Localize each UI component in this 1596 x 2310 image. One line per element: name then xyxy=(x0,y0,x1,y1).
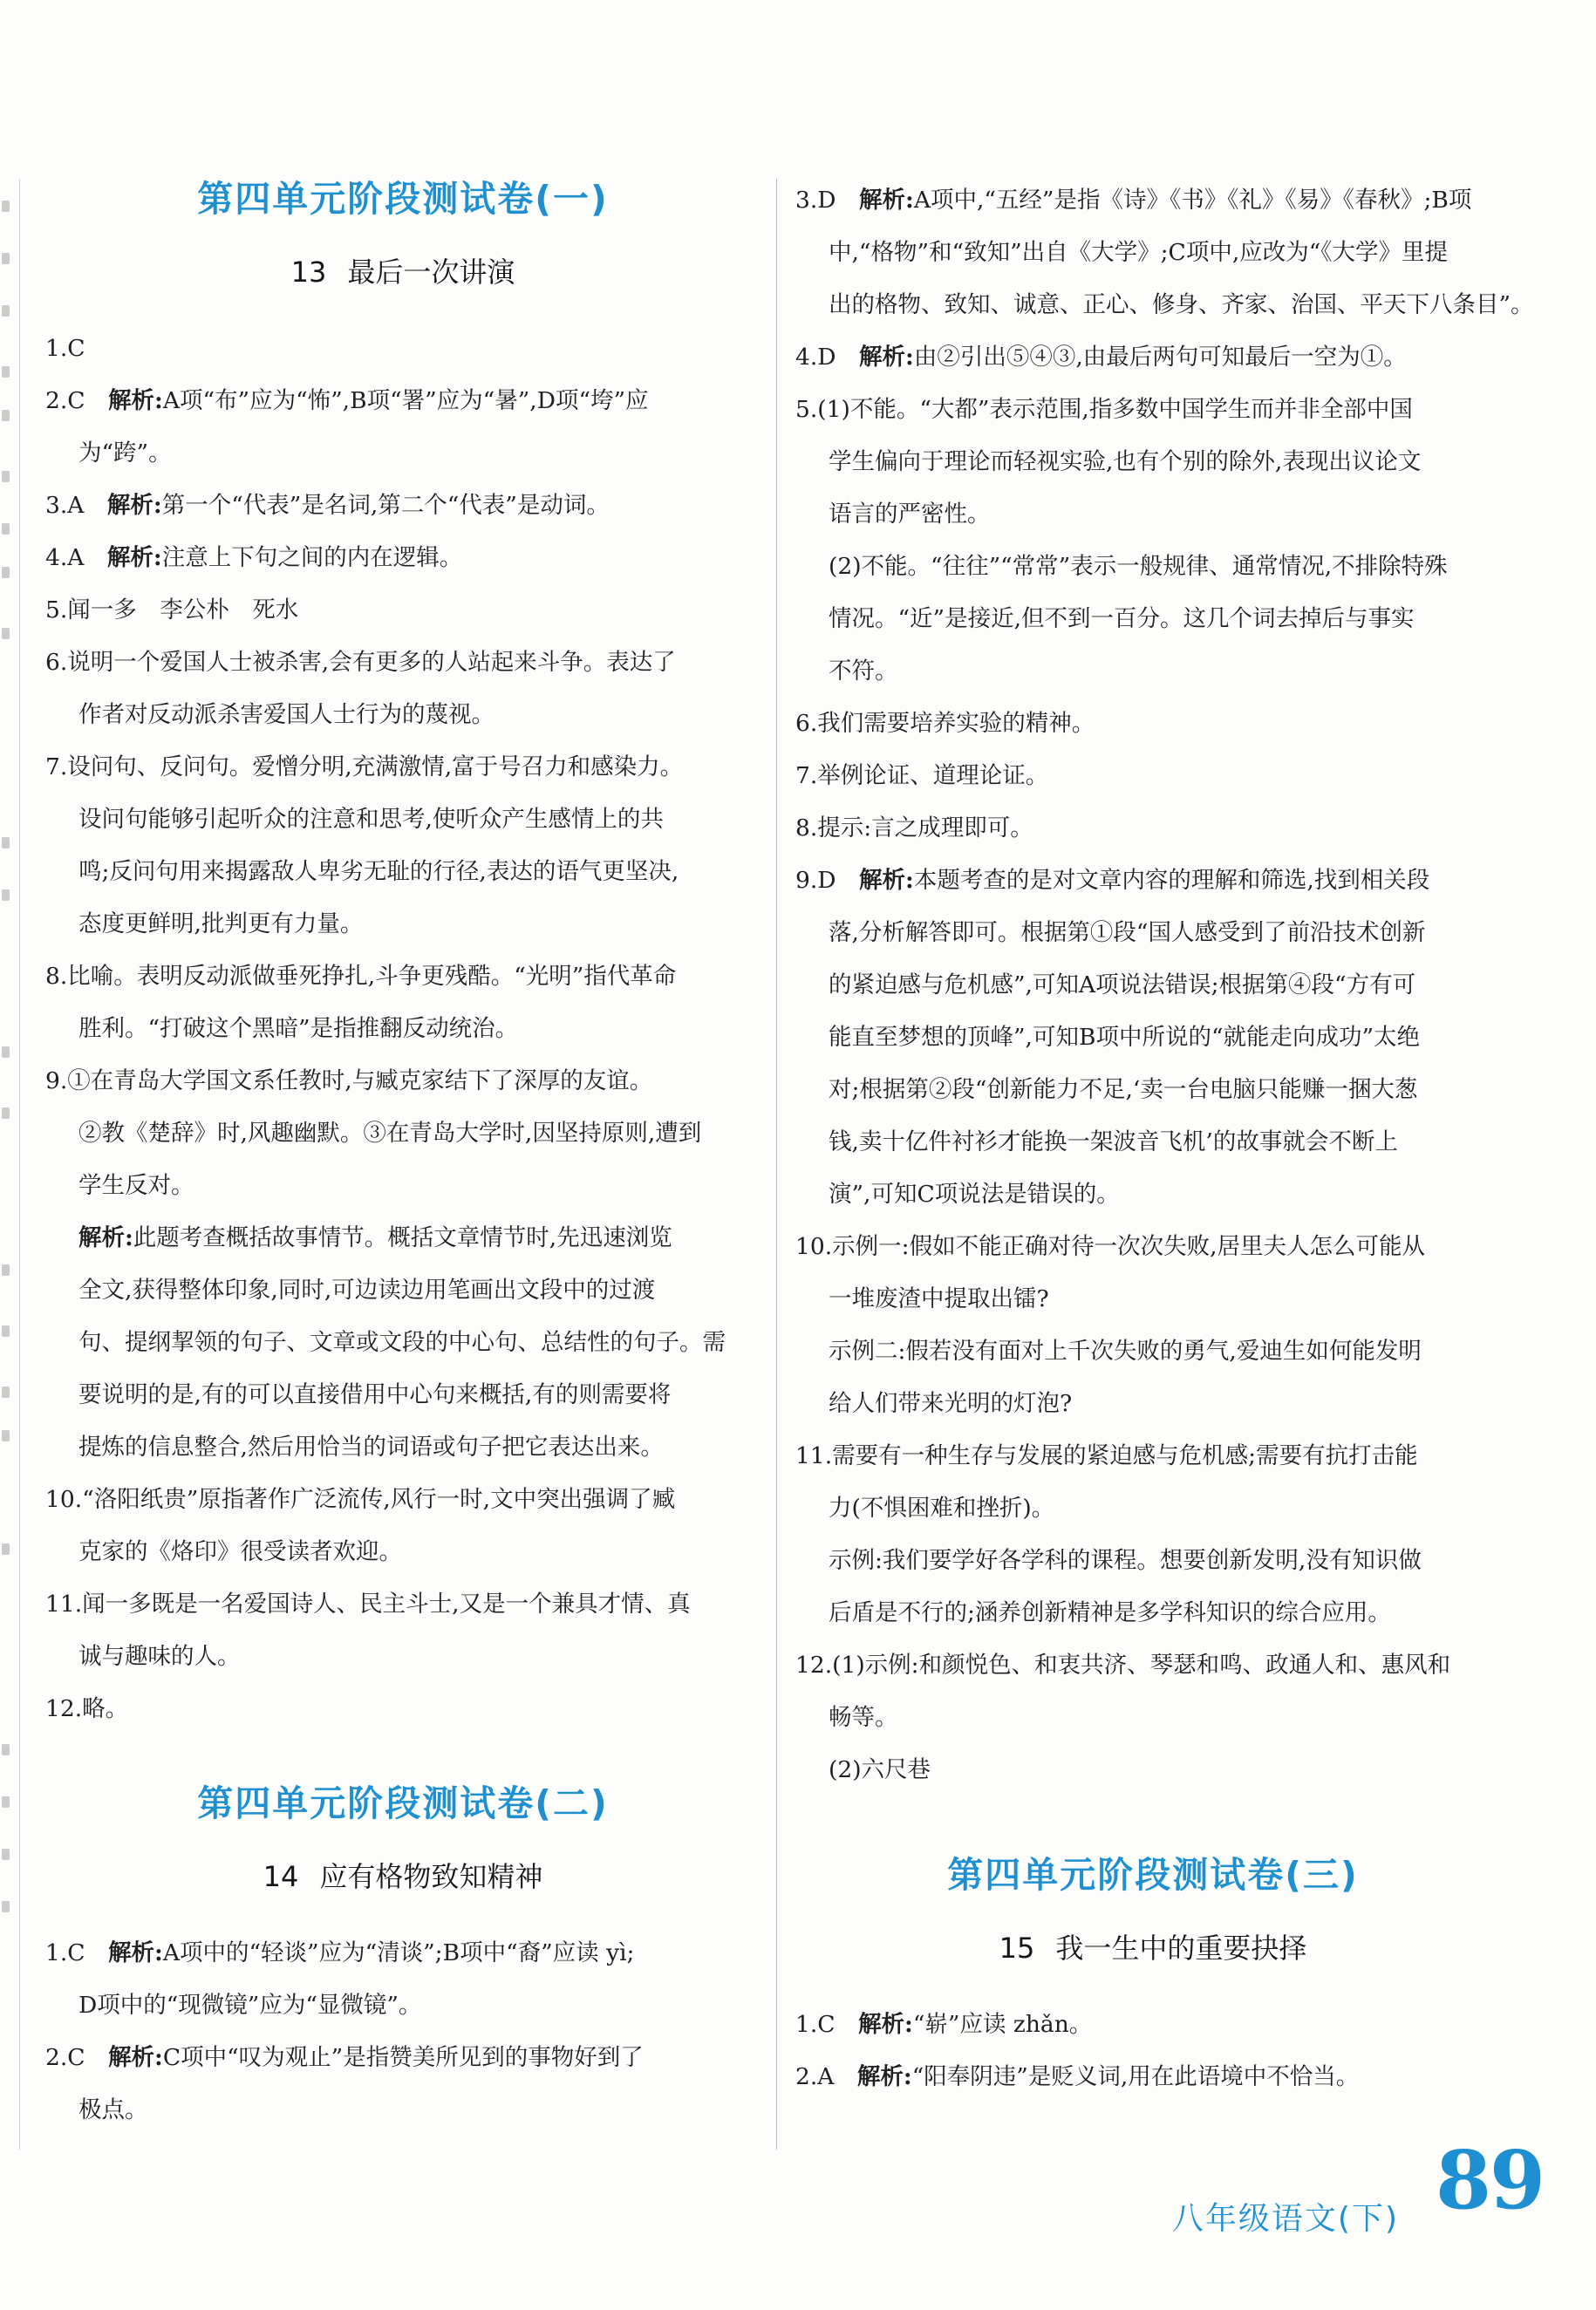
answer-9-analysis-cont: 句、提纲挈领的句子、文章或文段的中心句、总结性的句子。需 xyxy=(78,1329,726,1356)
answer-5: 5.(1)不能。“大都”表示范围,指多数中国学生而并非全部中国 xyxy=(795,396,1413,423)
answer-8-cont: 胜利。“打破这个黑暗”是指推翻反动统治。 xyxy=(78,1015,519,1042)
analysis-label: 解析: xyxy=(858,2011,913,2038)
lesson-name: 应有格物致知精神 xyxy=(319,1860,543,1893)
answer-10-example2: 示例二:假若没有面对上千次失败的勇气,爱迪生如何能发明 xyxy=(829,1338,1422,1365)
answer-4: 4.D 解析:由②引出⑤④③,由最后两句可知最后一空为①。 xyxy=(795,344,1407,371)
answer-12-part2: (2)六尺巷 xyxy=(829,1756,931,1783)
answer-7-cont: 态度更鲜明,批判更有力量。 xyxy=(78,910,364,937)
page-number: 89 xyxy=(1435,2133,1544,2227)
answer-11-example: 示例:我们要学好各学科的课程。想要创新发明,没有知识做 xyxy=(829,1547,1422,1574)
answer-7: 7.设问句、反问句。爱憎分明,充满激情,富于号召力和感染力。 xyxy=(45,753,684,780)
answer-9: 9.D 解析:本题考查的是对文章内容的理解和筛选,找到相关段 xyxy=(795,867,1430,894)
answer-10: 10.示例一:假如不能正确对待一次次失败,居里夫人怎么可能从 xyxy=(795,1233,1425,1260)
binding-marks xyxy=(0,192,12,1936)
answer-9-cont: ②教《楚辞》时,风趣幽默。③在青岛大学时,因坚持原则,遭到 xyxy=(78,1120,702,1147)
answer-6: 6.我们需要培养实验的精神。 xyxy=(795,710,1095,737)
answer-5-cont: 学生偏向于理论而轻视实验,也有个别的除外,表现出议论文 xyxy=(829,448,1422,475)
answer-9-cont: 的紧迫感与危机感”,可知A项说法错误;根据第④段“方有可 xyxy=(829,971,1416,998)
answer-3: 3.A 解析:第一个“代表”是名词,第二个“代表”是动词。 xyxy=(45,492,610,519)
answer-9-cont: 演”,可知C项说法是错误的。 xyxy=(829,1181,1120,1208)
analysis-label: 解析: xyxy=(108,1939,163,1966)
answer-8: 8.比喻。表明反动派做垂死挣扎,斗争更残酷。“光明”指代革命 xyxy=(45,963,677,990)
answer-5-cont: 情况。“近”是接近,但不到一百分。这几个词去掉后与事实 xyxy=(829,605,1415,632)
answer-7-cont: 设问句能够引起听众的注意和思考,使听众产生感情上的共 xyxy=(78,806,664,833)
analysis-label: 解析: xyxy=(78,1224,133,1251)
answer-3-cont: 出的格物、致知、诚意、正心、修身、齐家、治国、平天下八条目”。 xyxy=(829,291,1534,318)
answer-5-part2: (2)不能。“往往”“常常”表示一般规律、通常情况,不排除特殊 xyxy=(829,553,1448,580)
answer-2: 2.C 解析:C项中“叹为观止”是指赞美所见到的事物好到了 xyxy=(45,2044,644,2071)
unit-title-1: 第四单元阶段测试卷(一) xyxy=(197,178,609,220)
answer-2-cont: 极点。 xyxy=(78,2096,148,2123)
lesson-number: 14 xyxy=(263,1860,299,1893)
answer-9-analysis-cont: 全文,获得整体印象,同时,可边读边用笔画出文段中的过渡 xyxy=(78,1277,656,1304)
answer-1: 1.C xyxy=(45,335,85,362)
answer-6: 6.说明一个爱国人士被杀害,会有更多的人站起来斗争。表达了 xyxy=(45,649,676,676)
answer-list-lesson-15 xyxy=(795,1999,1511,2103)
answer-6-cont: 作者对反动派杀害爱国人士行为的蔑视。 xyxy=(78,701,494,728)
answer-9-cont: 能直至梦想的顶峰”,可知B项中所说的“就能走向成功”太绝 xyxy=(829,1024,1421,1051)
left-rule xyxy=(19,179,20,2150)
answer-5-cont: 不符。 xyxy=(829,658,898,685)
lesson-number: 13 xyxy=(290,256,327,289)
lesson-name: 我一生中的重要抉择 xyxy=(1055,1932,1307,1965)
right-column xyxy=(795,174,1534,2103)
answer-11-cont: 力(不惧困难和挫折)。 xyxy=(829,1495,1055,1522)
answer-1: 1.C 解析:“崭”应读 zhǎn。 xyxy=(795,2011,1093,2038)
lesson-14-title xyxy=(45,1859,760,1894)
answer-12: 12.(1)示例:和颜悦色、和衷共济、琴瑟和鸣、政通人和、惠风和 xyxy=(795,1652,1451,1679)
answer-2-cont: 为“跨”。 xyxy=(78,440,172,467)
answer-9-cont: 学生反对。 xyxy=(78,1172,194,1199)
answer-list-lesson-14-cont xyxy=(795,174,1534,1796)
answer-2: 2.A 解析:“阳奉阴违”是贬义词,用在此语境中不恰当。 xyxy=(795,2063,1360,2090)
answer-9-analysis: 解析:此题考查概括故事情节。概括文章情节时,先迅速浏览 xyxy=(78,1224,672,1251)
lesson-13-title xyxy=(45,255,760,290)
answer-8: 8.提示:言之成理即可。 xyxy=(795,814,1033,842)
analysis-label: 解析: xyxy=(859,344,914,371)
answer-9-analysis-cont: 提炼的信息整合,然后用恰当的词语或句子把它表达出来。 xyxy=(78,1434,664,1461)
lesson-number: 15 xyxy=(999,1932,1035,1965)
answer-4: 4.A 解析:注意上下句之间的内在逻辑。 xyxy=(45,544,463,571)
answer-2: 2.C 解析:A项“布”应为“怖”,B项“署”应为“暑”,D项“垮”应 xyxy=(45,387,649,414)
answer-11: 11.闻一多既是一名爱国诗人、民主斗士,又是一个兼具才情、真 xyxy=(45,1591,691,1618)
answer-11-cont: 后盾是不行的;涵养创新精神是多学科知识的综合应用。 xyxy=(829,1599,1391,1626)
footer-subject: 八年级语文(下) xyxy=(1171,2201,1399,2237)
answer-1: 1.C 解析:A项中的“轻谈”应为“清谈”;B项中“裔”应读 yì; xyxy=(45,1939,635,1966)
left-column xyxy=(45,174,760,2136)
answer-9-cont: 落,分析解答即可。根据第①段“国人感受到了前沿技术创新 xyxy=(829,919,1426,946)
answer-9-cont: 对;根据第②段“创新能力不足,‘卖一台电脑只能赚一捆大葱 xyxy=(829,1076,1418,1103)
answer-7-cont: 鸣;反问句用来揭露敌人卑劣无耻的行径,表达的语气更坚决, xyxy=(78,858,679,885)
analysis-label: 解析: xyxy=(106,492,162,519)
answer-10-cont: 克家的《烙印》很受读者欢迎。 xyxy=(78,1538,402,1565)
answer-list-lesson-13 xyxy=(45,323,760,1735)
answer-5: 5.闻一多 李公朴 死水 xyxy=(45,596,299,623)
answer-9: 9.①在青岛大学国文系任教时,与臧克家结下了深厚的友谊。 xyxy=(45,1067,653,1094)
unit-title-2: 第四单元阶段测试卷(二) xyxy=(197,1782,609,1824)
answer-5-cont: 语言的严密性。 xyxy=(829,501,991,528)
answer-12: 12.略。 xyxy=(45,1695,129,1722)
answer-11-cont: 诚与趣味的人。 xyxy=(78,1643,241,1670)
answer-1-cont: D项中的“现微镜”应为“显微镜”。 xyxy=(78,1992,422,2019)
answer-3-cont: 中,“格物”和“致知”出自《大学》;C项中,应改为“《大学》里提 xyxy=(829,239,1449,266)
answer-11: 11.需要有一种生存与发展的紧迫感与危机感;需要有抗打击能 xyxy=(795,1442,1418,1469)
answer-10: 10.“洛阳纸贵”原指著作广泛流传,风行一时,文中突出强调了臧 xyxy=(45,1486,676,1513)
answer-10-cont: 给人们带来光明的灯泡? xyxy=(829,1390,1073,1417)
answer-12-cont: 畅等。 xyxy=(829,1704,898,1731)
answer-9-analysis-cont: 要说明的是,有的可以直接借用中心句来概括,有的则需要将 xyxy=(78,1381,672,1408)
analysis-label: 解析: xyxy=(108,387,163,414)
analysis-label: 解析: xyxy=(108,2044,163,2071)
lesson-name: 最后一次讲演 xyxy=(347,256,515,289)
analysis-label: 解析: xyxy=(106,544,162,571)
analysis-label: 解析: xyxy=(859,867,914,894)
answer-7: 7.举例论证、道理论证。 xyxy=(795,762,1049,789)
column-divider xyxy=(776,179,777,2150)
answer-9-cont: 钱,卖十亿件衬衫才能换一架波音飞机’的故事就会不断上 xyxy=(829,1128,1398,1155)
lesson-15-title xyxy=(795,1931,1511,1966)
answer-list-lesson-14 xyxy=(45,1927,760,2136)
answer-10-cont: 一堆废渣中提取出镭? xyxy=(829,1285,1049,1312)
answer-3: 3.D 解析:A项中,“五经”是指《诗》《书》《礼》《易》《春秋》;B项 xyxy=(795,187,1472,214)
analysis-label: 解析: xyxy=(856,2063,912,2090)
analysis-label: 解析: xyxy=(859,187,914,214)
unit-title-3: 第四单元阶段测试卷(三) xyxy=(947,1854,1359,1896)
